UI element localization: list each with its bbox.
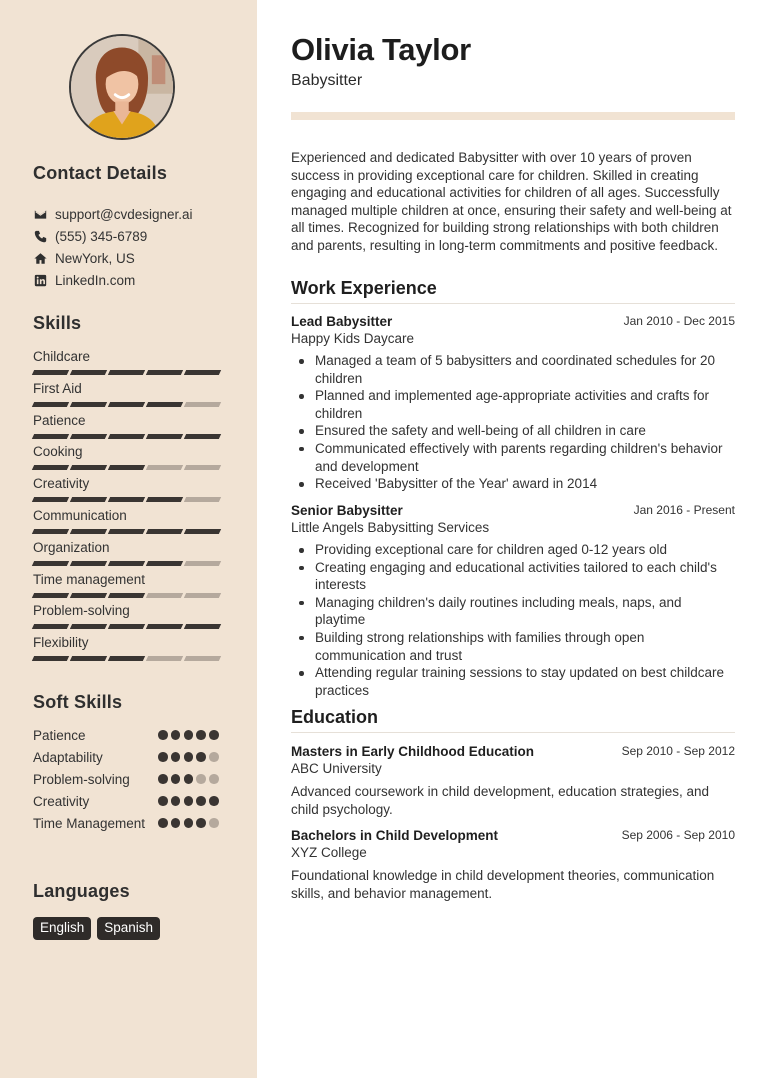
rating-dot	[184, 818, 194, 828]
profile-summary: Experienced and dedicated Babysitter with over 10 years of proven success in providing exceptional care for children. Skilled in creating engaging and educational activities for children of all ages. Successfully managed multiple children at once, ensuring their safety and well-being at all times. Recognized for building strong relationships with both children and parents, resulting in long-term commitments and positive feedback.	[291, 150, 732, 253]
job-bullet: Creating engaging and educational activities tailored to each child's interests	[291, 559, 735, 594]
skill-level-segment	[32, 593, 69, 598]
job-dates: Jan 2016 - Present	[633, 503, 735, 517]
skill-item	[33, 571, 223, 603]
skill-level-segment	[146, 624, 183, 629]
rating-dot	[184, 774, 194, 784]
contact-location	[33, 247, 243, 269]
skill-level-segment	[32, 561, 69, 566]
soft-skill-item	[33, 793, 223, 815]
soft-skill-label: Problem-solving	[33, 772, 130, 787]
candidate-name: Olivia Taylor	[291, 32, 471, 67]
rating-dot	[171, 730, 181, 740]
job-bullet: Planned and implemented age-appropriate activities and crafts for children	[291, 387, 735, 422]
skill-item	[33, 602, 223, 634]
rating-dot	[209, 774, 219, 784]
rating-dot	[158, 774, 168, 784]
soft-skill-rating	[158, 774, 219, 784]
skill-level-segment	[184, 402, 221, 407]
school-name: XYZ College	[291, 845, 367, 860]
degree-title: Masters in Early Childhood Education	[291, 744, 535, 759]
rating-dot	[196, 818, 206, 828]
skill-item	[33, 412, 223, 444]
contact-phone-text: (555) 345-6789	[55, 228, 148, 244]
skill-level-segment	[32, 370, 69, 375]
skills-heading: Skills	[33, 313, 82, 333]
skill-level-segment	[70, 624, 107, 629]
skill-item	[33, 634, 223, 666]
skill-level-meter	[33, 529, 220, 534]
school-name: ABC University	[291, 761, 382, 776]
section-divider	[291, 732, 735, 733]
rating-dot	[158, 796, 168, 806]
accent-divider	[291, 112, 735, 120]
soft-skill-label: Time Management	[33, 816, 146, 831]
soft-skills-heading: Soft Skills	[33, 692, 123, 712]
skill-level-segment	[70, 593, 107, 598]
rating-dot	[209, 818, 219, 828]
job-bullet: Building strong relationships with families through open communication and trust	[291, 629, 735, 664]
skill-level-segment	[108, 656, 145, 661]
skill-level-segment	[184, 561, 221, 566]
skill-level-segment	[108, 529, 145, 534]
skill-level-segment	[184, 434, 221, 439]
rating-dot	[196, 752, 206, 762]
skill-level-segment	[70, 497, 107, 502]
envelope-icon	[33, 207, 47, 221]
job-bullet: Received 'Babysitter of the Year' award in 2014	[291, 475, 735, 493]
soft-skill-label: Patience	[33, 728, 86, 743]
skill-level-meter	[33, 497, 220, 502]
skill-level-segment	[70, 561, 107, 566]
skill-label: Problem-solving	[33, 603, 130, 619]
skill-level-segment	[146, 593, 183, 598]
experience-heading: Work Experience	[291, 278, 437, 298]
education-dates: Sep 2010 - Sep 2012	[621, 744, 735, 758]
skill-level-segment	[70, 434, 107, 439]
contact-email[interactable]	[33, 203, 243, 225]
skill-level-segment	[184, 656, 221, 661]
skill-item	[33, 507, 223, 539]
profile-photo	[71, 36, 173, 138]
phone-icon	[33, 229, 47, 243]
skill-item	[33, 443, 223, 475]
education-description: Foundational knowledge in child development theories, communication skills, and behavior management.	[291, 868, 715, 901]
skill-label: Childcare	[33, 349, 91, 364]
soft-skill-rating	[158, 818, 219, 828]
avatar	[69, 34, 175, 140]
job-entry	[291, 313, 735, 493]
rating-dot	[171, 818, 181, 828]
job-bullet: Managing children's daily routines including meals, naps, and playtime	[291, 594, 735, 629]
skill-level-segment	[32, 656, 69, 661]
linkedin-icon	[33, 273, 47, 287]
skill-label: Organization	[33, 539, 110, 555]
job-bullet: Providing exceptional care for children aged 0-12 years old	[291, 541, 735, 559]
soft-skill-label: Creativity	[33, 794, 90, 809]
skill-label: Communication	[33, 507, 127, 523]
skill-label: Flexibility	[33, 635, 89, 651]
skill-level-segment	[108, 624, 145, 629]
skill-level-segment	[108, 497, 145, 502]
contact-list	[33, 203, 243, 291]
skill-level-segment	[108, 561, 145, 566]
soft-skills-list	[33, 727, 223, 837]
education-entry	[291, 827, 735, 902]
skill-level-meter	[33, 465, 220, 470]
soft-skill-item	[33, 815, 223, 837]
language-badge: Spanish	[97, 917, 160, 940]
skill-level-meter	[33, 593, 220, 598]
skill-level-segment	[70, 465, 107, 470]
job-organization: Happy Kids Daycare	[291, 331, 415, 346]
soft-skill-label: Adaptability	[33, 750, 103, 765]
contact-phone[interactable]	[33, 225, 243, 247]
skill-level-segment	[70, 656, 107, 661]
skill-level-segment	[184, 529, 221, 534]
skill-item	[33, 348, 223, 380]
skill-level-segment	[146, 465, 183, 470]
skill-level-segment	[184, 624, 221, 629]
skill-level-segment	[32, 529, 69, 534]
education-description: Advanced coursework in child development, education strategies, and child psychology.	[291, 784, 709, 817]
skill-label: Creativity	[33, 476, 90, 492]
skill-level-segment	[108, 434, 145, 439]
soft-skill-rating	[158, 796, 219, 806]
skill-level-segment	[32, 434, 69, 439]
language-badge: English	[33, 917, 91, 940]
skill-label: Patience	[33, 412, 86, 428]
job-bullet: Ensured the safety and well-being of all children in care	[291, 422, 735, 440]
job-title: Lead Babysitter	[291, 314, 393, 329]
education-dates: Sep 2006 - Sep 2010	[621, 828, 735, 842]
languages-list	[33, 917, 160, 940]
skill-level-segment	[146, 656, 183, 661]
rating-dot	[196, 796, 206, 806]
skill-level-segment	[184, 370, 221, 375]
skill-level-segment	[184, 465, 221, 470]
skill-level-segment	[146, 497, 183, 502]
rating-dot	[158, 818, 168, 828]
skill-item	[33, 380, 223, 412]
rating-dot	[184, 730, 194, 740]
job-bullet: Attending regular training sessions to stay updated on best childcare practices	[291, 664, 735, 699]
job-title: Senior Babysitter	[291, 503, 403, 518]
job-bullets	[291, 541, 735, 699]
skill-level-segment	[70, 402, 107, 407]
soft-skill-rating	[158, 752, 219, 762]
rating-dot	[196, 774, 206, 784]
skill-label: First Aid	[33, 380, 82, 396]
contact-heading: Contact Details	[33, 163, 168, 183]
skill-level-segment	[146, 561, 183, 566]
skill-level-segment	[184, 497, 221, 502]
job-organization: Little Angels Babysitting Services	[291, 520, 490, 535]
section-divider	[291, 303, 735, 304]
skill-item	[33, 539, 223, 571]
rating-dot	[184, 796, 194, 806]
rating-dot	[196, 730, 206, 740]
skill-level-segment	[32, 497, 69, 502]
contact-location-text: NewYork, US	[55, 250, 135, 266]
rating-dot	[158, 730, 168, 740]
contact-linkedin-text: LinkedIn.com	[55, 272, 136, 288]
skill-level-meter	[33, 402, 220, 407]
skill-level-meter	[33, 370, 220, 375]
skill-label: Time management	[33, 571, 146, 587]
rating-dot	[171, 774, 181, 784]
skill-level-segment	[70, 370, 107, 375]
job-bullets	[291, 352, 735, 493]
rating-dot	[171, 752, 181, 762]
home-icon	[33, 251, 47, 265]
contact-linkedin[interactable]	[33, 269, 243, 291]
soft-skill-rating	[158, 730, 219, 740]
skill-level-meter	[33, 434, 220, 439]
skill-level-meter	[33, 561, 220, 566]
skill-label: Cooking	[33, 444, 83, 460]
languages-heading: Languages	[33, 881, 130, 901]
soft-skill-item	[33, 749, 223, 771]
rating-dot	[171, 796, 181, 806]
skill-level-segment	[70, 529, 107, 534]
sidebar	[0, 0, 257, 1078]
rating-dot	[184, 752, 194, 762]
education-entry	[291, 743, 735, 818]
skill-level-segment	[146, 370, 183, 375]
rating-dot	[209, 796, 219, 806]
skill-level-meter	[33, 656, 220, 661]
soft-skill-item	[33, 727, 223, 749]
skill-item	[33, 475, 223, 507]
skill-level-segment	[108, 465, 145, 470]
skill-level-segment	[146, 434, 183, 439]
education-heading: Education	[291, 707, 379, 727]
rating-dot	[158, 752, 168, 762]
job-bullet: Communicated effectively with parents regarding children's behavior and development	[291, 440, 735, 475]
skill-level-segment	[32, 465, 69, 470]
skill-level-segment	[146, 402, 183, 407]
skill-level-segment	[108, 402, 145, 407]
skill-level-segment	[108, 593, 145, 598]
degree-title: Bachelors in Child Development	[291, 828, 499, 843]
candidate-role: Babysitter	[291, 72, 363, 89]
skill-level-segment	[146, 529, 183, 534]
job-entry	[291, 502, 735, 699]
job-dates: Jan 2010 - Dec 2015	[623, 314, 735, 328]
contact-email-text: support@cvdesigner.ai	[55, 206, 193, 222]
skills-list	[33, 348, 223, 666]
soft-skill-item	[33, 771, 223, 793]
rating-dot	[209, 730, 219, 740]
job-bullet: Managed a team of 5 babysitters and coordinated schedules for 20 children	[291, 352, 735, 387]
skill-level-segment	[32, 402, 69, 407]
rating-dot	[209, 752, 219, 762]
skill-level-segment	[184, 593, 221, 598]
skill-level-meter	[33, 624, 220, 629]
skill-level-segment	[32, 624, 69, 629]
skill-level-segment	[108, 370, 145, 375]
